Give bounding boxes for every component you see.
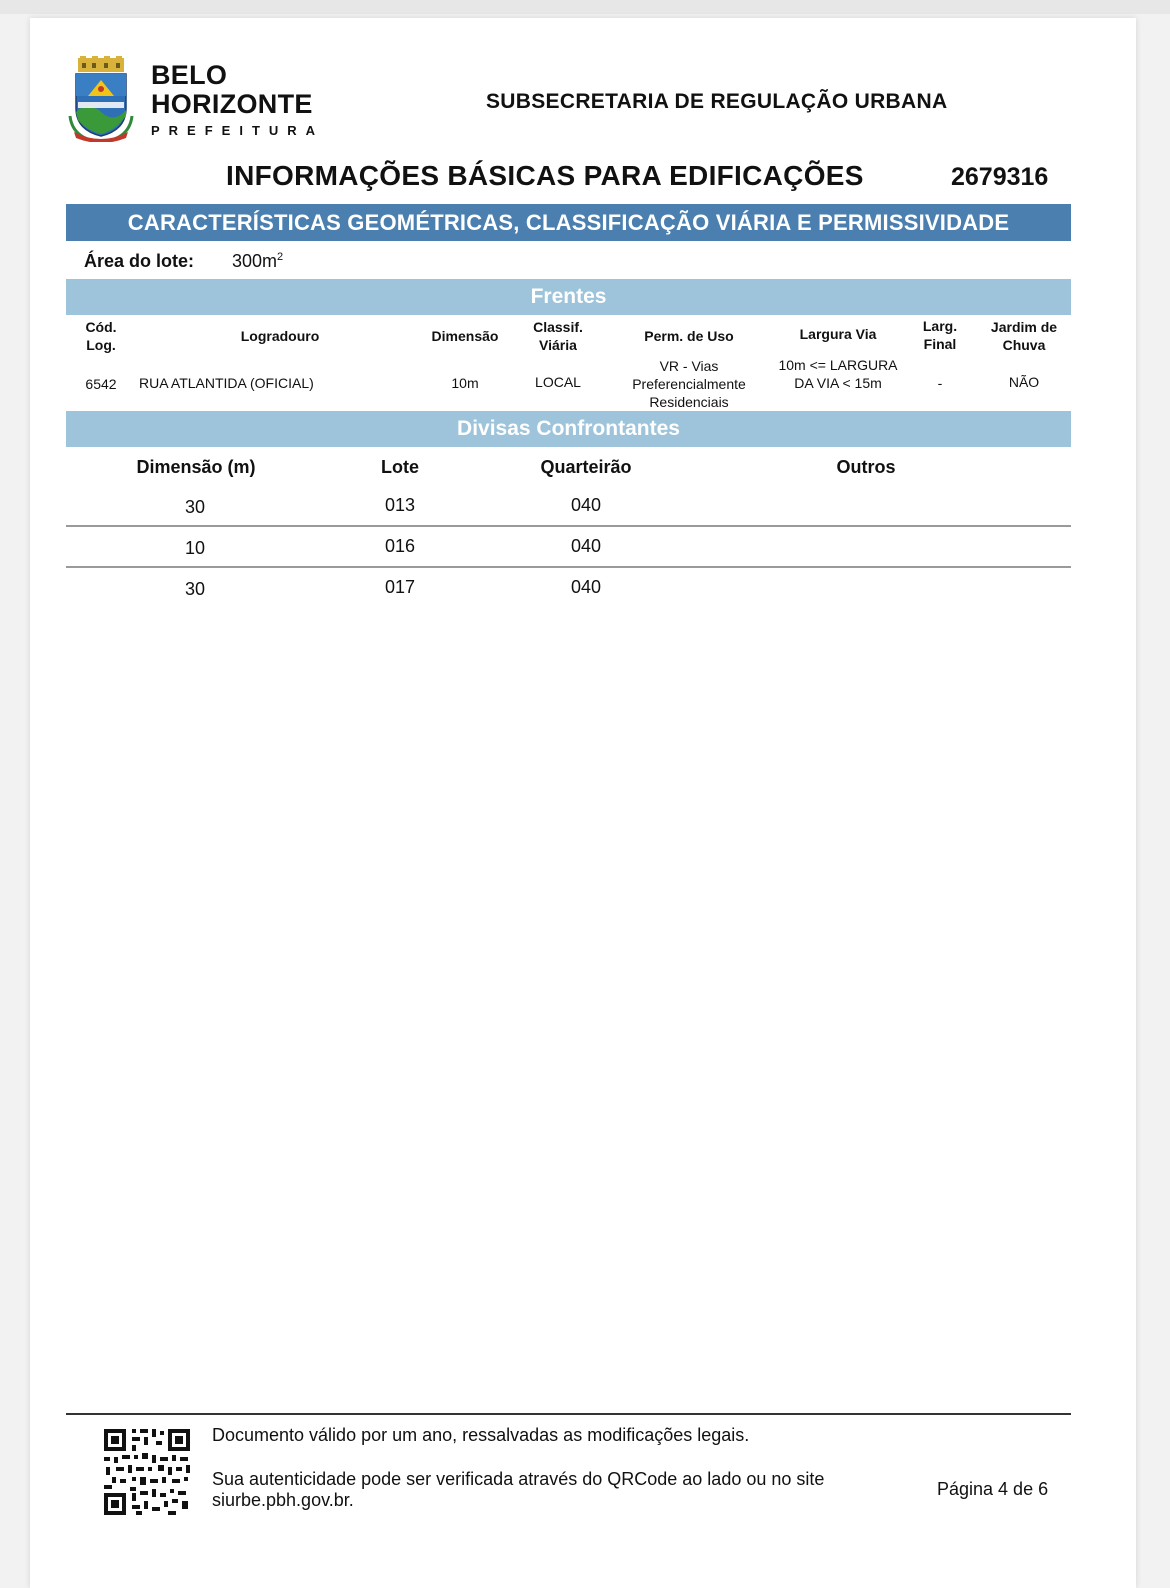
cell-perm-uso: [612, 357, 766, 411]
brand-line-3: PREFEITURA: [151, 123, 325, 138]
area-value-number: 300m: [232, 251, 278, 271]
cell-perm-uso-line2: Preferencialmente: [632, 376, 746, 392]
subsecretaria-title: SUBSECRETARIA DE REGULAÇÃO URBANA: [486, 90, 948, 113]
qr-code-icon[interactable]: [102, 1427, 192, 1517]
row-divider: [66, 525, 1071, 527]
area-label: Área do lote:: [84, 251, 195, 271]
cell-classif: LOCAL: [535, 374, 581, 390]
cell-perm-uso-line1: VR - Vias: [659, 358, 719, 374]
col-header-jardim-line2: Chuva: [1002, 337, 1046, 353]
cell-cod-log: 6542: [85, 376, 117, 392]
divisas-header-lote: Lote: [381, 457, 419, 477]
divisas-title: Divisas Confrontantes: [457, 417, 680, 440]
cell-largura-via-line1: 10m <= LARGURA: [778, 357, 898, 373]
cell-logradouro: RUA ATLANTIDA (OFICIAL): [139, 375, 314, 391]
row-divider: [66, 566, 1071, 568]
area-value-superscript: 2: [277, 251, 284, 263]
divisas-header-dimensao: Dimensão (m): [136, 457, 256, 477]
section-header-bar: [66, 204, 1071, 241]
col-header-larg-final-line2: Final: [923, 336, 957, 352]
divisas-header-bar: [66, 411, 1071, 447]
col-header-classif-line1: Classif.: [533, 319, 583, 335]
page-number: Página 4 de 6: [937, 1479, 1049, 1499]
row-quarteirao: 040: [570, 495, 602, 515]
area-value: [232, 251, 283, 272]
col-header-larg-final-line1: Larg.: [922, 318, 958, 334]
col-header-jardim-chuva: [976, 318, 1072, 354]
footer-validity-text: Documento válido por um ano, ressalvadas as modificações legais.: [212, 1425, 750, 1445]
cell-largura-via: [762, 356, 914, 392]
row-dimensao: 30: [184, 497, 206, 517]
cell-dimensao: 10m: [451, 375, 479, 391]
footer-divider: [66, 1413, 1071, 1415]
belo-horizonte-crest-icon: [68, 56, 134, 142]
row-lote: 017: [384, 577, 416, 597]
col-header-classif-viaria: [518, 318, 598, 354]
divisas-header-outros: Outros: [836, 457, 896, 477]
footer-authenticity-line1: Sua autenticidade pode ser verificada através do QRCode ao lado ou no site: [212, 1469, 825, 1489]
col-header-larg-final: [910, 317, 970, 353]
row-dimensao: 30: [184, 579, 206, 599]
cell-perm-uso-line3: Residenciais: [649, 394, 729, 410]
brand-logo-text: [151, 62, 324, 137]
col-header-largura-via: Largura Via: [799, 326, 877, 342]
cell-larg-final: -: [937, 375, 943, 391]
document-title: INFORMAÇÕES BÁSICAS PARA EDIFICAÇÕES: [226, 160, 864, 191]
cell-largura-via-line2: DA VIA < 15m: [794, 375, 882, 391]
row-quarteirao: 040: [570, 577, 602, 597]
brand-line-1: BELO: [151, 60, 228, 90]
brand-line-2: HORIZONTE: [151, 89, 313, 119]
cell-jardim: NÃO: [1008, 374, 1040, 390]
col-header-cod-log-line1: Cód.: [85, 319, 117, 335]
col-header-dimensao: Dimensão: [431, 328, 499, 344]
row-lote: 016: [384, 536, 416, 556]
document-page: [30, 18, 1136, 1588]
col-header-jardim-line1: Jardim de: [990, 319, 1058, 335]
divisas-header-quarteirao: Quarteirão: [540, 457, 632, 477]
col-header-cod-log-line2: Log.: [86, 337, 116, 353]
frentes-title: Frentes: [530, 285, 607, 308]
document-number: 2679316: [951, 163, 1049, 191]
col-header-classif-line2: Viária: [539, 337, 577, 353]
row-dimensao: 10: [184, 538, 206, 558]
row-lote: 013: [384, 495, 416, 515]
col-header-perm-uso: Perm. de Uso: [644, 328, 734, 344]
footer-authenticity-line2: siurbe.pbh.gov.br.: [212, 1490, 354, 1510]
viewer-top-strip: [0, 0, 1170, 14]
row-quarteirao: 040: [570, 536, 602, 556]
col-header-cod-log: [78, 318, 124, 354]
frentes-header-bar: [66, 279, 1071, 315]
section-title: CARACTERÍSTICAS GEOMÉTRICAS, CLASSIFICAÇÃO VIÁRIA E PERMISSIVIDADE: [127, 209, 1010, 235]
footer-authenticity-text: [212, 1469, 872, 1511]
col-header-logradouro: Logradouro: [240, 328, 320, 344]
